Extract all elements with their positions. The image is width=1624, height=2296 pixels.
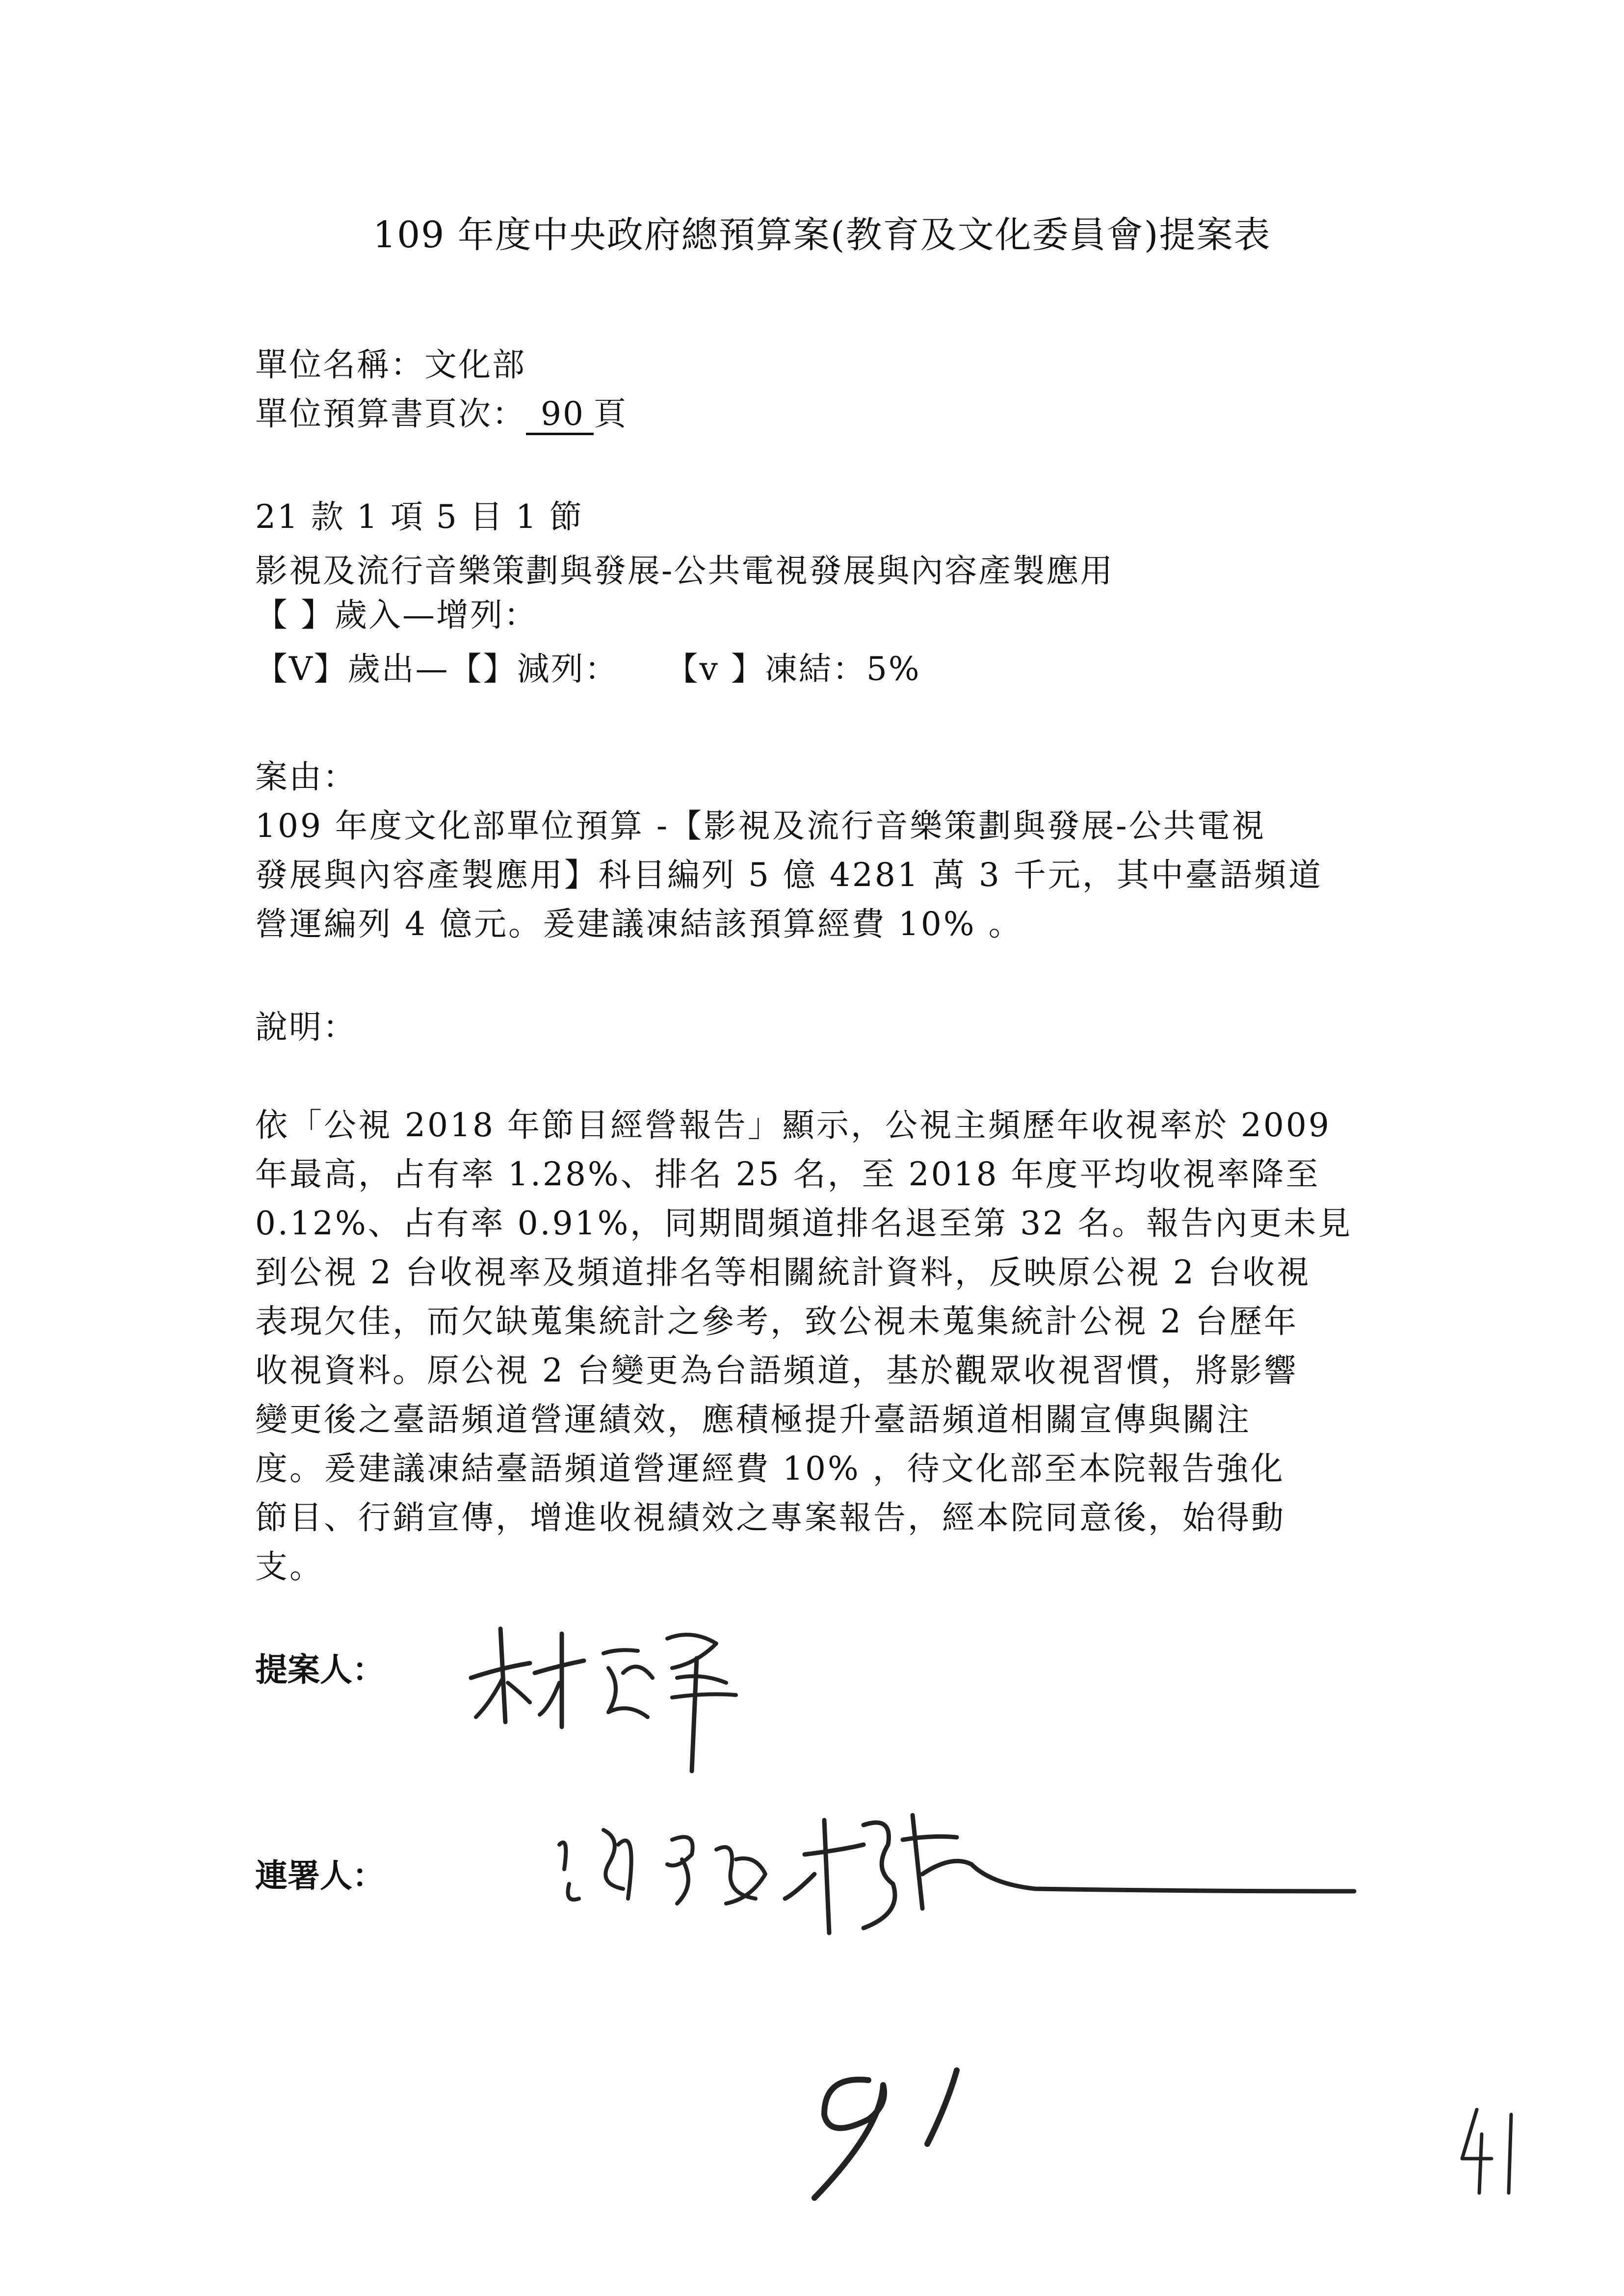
reason-line: 發展與內容產製應用】科目編列 5 億 4281 萬 3 千元，其中臺語頻道 [255, 856, 1323, 894]
proposer-label: 提案人： [255, 1651, 385, 1689]
budget-page-label: 單位預算書頁次： [255, 395, 526, 433]
explanation-line: 收視資料。原公視 2 台變更為台語頻道，基於觀眾收視習慣，將影響 [255, 1352, 1298, 1389]
explanation-heading: 說明： [255, 1008, 357, 1046]
cosigner-label: 連署人： [255, 1857, 385, 1895]
income-line: 【 】歲入—增列： [255, 596, 538, 634]
proposer-signature [461, 1609, 765, 1786]
reason-line: 營運編列 4 億元。爰建議凍結該預算經費 10% 。 [255, 905, 1023, 943]
reason-heading: 案由： [255, 758, 357, 796]
explanation-line: 度。爰建議凍結臺語頻道營運經費 10% ，待文化部至本院報告強化 [255, 1450, 1285, 1487]
section-line: 21 款 1 項 5 目 1 節 [255, 498, 583, 536]
budget-page-line [255, 388, 628, 435]
handwritten-page-number [795, 2061, 1001, 2208]
expense-line: 【V】歲出—【】減列： 【v 】凍結：5% [255, 650, 921, 688]
explanation-line: 支。 [255, 1548, 324, 1586]
explanation-line: 變更後之臺語頻道營運績效，應積極提升臺語頻道相關宣傳與關注 [255, 1401, 1251, 1438]
reason-line: 109 年度文化部單位預算 -【影視及流行音樂策劃與發展-公共電視 [255, 807, 1266, 845]
explanation-line: 年最高，占有率 1.28%、排名 25 名，至 2018 年度平均收視率降至 [255, 1155, 1320, 1193]
budget-page-value: 90 [526, 395, 594, 435]
program-line: 影視及流行音樂策劃與發展-公共電視發展與內容產製應用 [255, 552, 1114, 590]
explanation-line: 到公視 2 台收視率及頻道排名等相關統計資料，反映原公視 2 台收視 [255, 1253, 1311, 1291]
explanation-line: 表現欠佳，而欠缺蒐集統計之參考，致公視未蒐集統計公視 2 台歷年 [255, 1303, 1298, 1340]
document-title: 109 年度中央政府總預算案(教育及文化委員會)提案表 [373, 214, 1271, 256]
handwritten-corner-number [1452, 2105, 1531, 2203]
explanation-line: 0.12%、占有率 0.91%，同期間頻道排名退至第 32 名。報告內更未見 [255, 1204, 1353, 1242]
explanation-line: 節目、行銷宣傳，增進收視績效之專案報告，經本院同意後，始得動 [255, 1499, 1285, 1537]
explanation-line: 依「公視 2018 年節目經營報告」顯示，公視主頻歷年收視率於 2009 [255, 1106, 1331, 1144]
cosigner-signature [550, 1786, 1374, 1962]
budget-page-suffix: 頁 [593, 395, 628, 433]
unit-name: 單位名稱：文化部 [255, 346, 526, 384]
